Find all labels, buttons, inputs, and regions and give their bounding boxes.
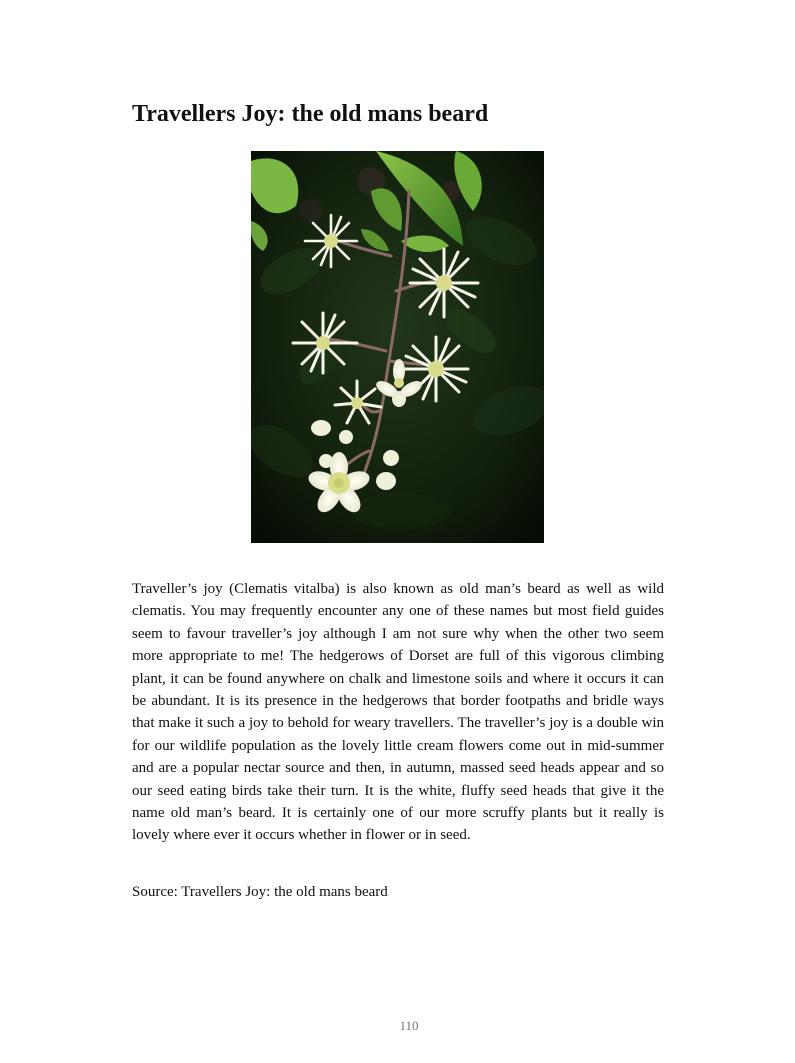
clematis-photo [251, 151, 544, 543]
page-title: Travellers Joy: the old mans beard [132, 101, 489, 127]
source-citation: Source: Travellers Joy: the old mans beard [132, 884, 388, 900]
clematis-flower [305, 215, 357, 267]
clematis-flower [410, 249, 478, 317]
page-number: 110 [399, 1018, 419, 1033]
body-paragraph: Traveller’s joy (Clematis vitalba) is also known as old man’s beard as well as wild clematis. You may frequently encounter any one of these names but most field guides seem to favour traveller’s joy although I am not sure why when the other two seem more appropriate to me! The hedgerows of Dorset are full of this vigorous climbing plant, it can be found anywhere on chalk and limestone soils and where it occurs it can be abundant. It is its presence in the hedgerows that border footpaths and bridle ways that make it such a joy to behold for weary travellers. The traveller’s joy is a double win for our wildlife population as the lovely little cream flowers come out in mid-summer and are a popular nectar source and then, in autumn, massed seed heads appear and so our seed eating birds take their turn. It is the white, fluffy seed heads that give it the name old man’s beard. It is certainly one of our more scruffy plants but it really is lovely where ever it occurs whether in flower or in seed. [132, 581, 664, 844]
